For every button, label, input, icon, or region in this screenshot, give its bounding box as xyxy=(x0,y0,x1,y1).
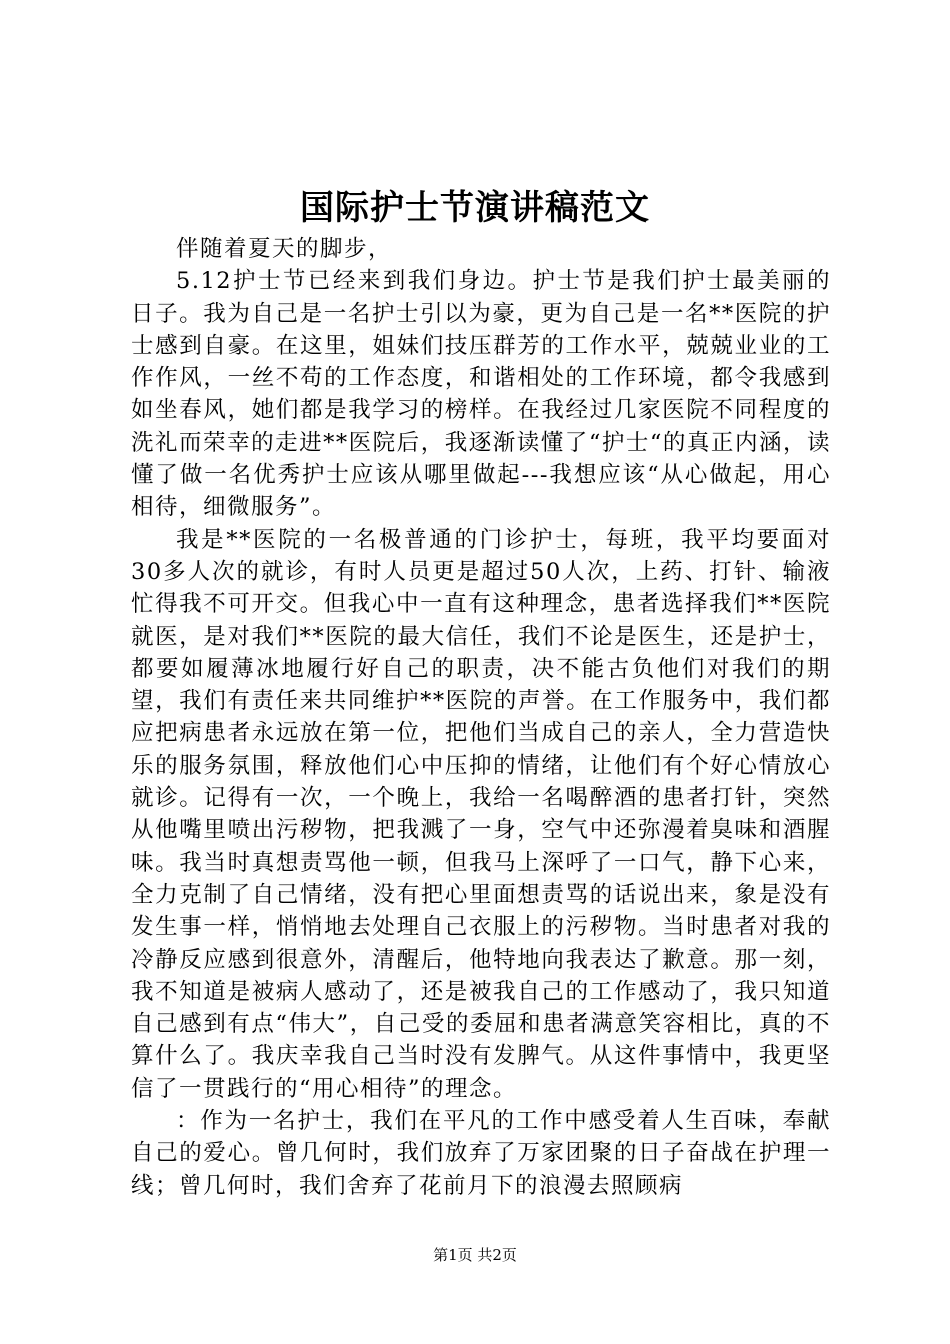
document-body xyxy=(131,233,831,1202)
paragraph-3: 我是**医院的一名极普通的门诊护士，每班，我平均要面对30多人次的就诊，有时人员更是超过50人次，上药、打针、输液忙得我不可开交。但我心中一直有这种理念，患者选择我们**医院就医，是对我们**医院的最大信任，我们不论是医生，还是护士，都要如履薄冰地履行好自己的职责，决不能古负他们对我们的期望，我们有责任来共同维护**医院的声誉。在工作服务中，我们都应把病患者永远放在第一位，把他们当成自己的亲人，全力营造快乐的服务氛围，释放他们心中压抑的情绪，让他们有个好心情放心就诊。记得有一次，一个晚上，我给一名喝醉酒的患者打针，突然从他嘴里喷出污秽物，把我溅了一身，空气中还弥漫着臭味和酒腥味。我当时真想责骂他一顿，但我马上深呼了一口气，静下心来，全力克制了自己情绪，没有把心里面想责骂的话说出来，象是没有发生事一样，悄悄地去处理自己衣服上的污秽物。当时患者对我的冷静反应感到很意外，清醒后，他特地向我表达了歉意。那一刻，我不知道是被病人感动了，还是被我自己的工作感动了，我只知道自己感到有点“伟大”，自己受的委屈和患者满意笑容相比，真的不算什么了。我庆幸我自己当时没有发脾气。从这件事情中，我更坚信了一贯践行的“用心相待”的理念。 xyxy=(131,526,831,1102)
paragraph-4: ：作为一名护士，我们在平凡的工作中感受着人生百味，奉献自己的爱心。曾几何时，我们放弃了万家团聚的日子奋战在护理一线；曾几何时，我们舍弃了花前月下的浪漫去照顾病 xyxy=(131,1108,831,1199)
paragraph-2: 5.12护士节已经来到我们身边。护士节是我们护士最美丽的日子。我为自己是一名护士引以为豪，更为自己是一名**医院的护士感到自豪。在这里，姐妹们技压群芳的工作水平，兢兢业业的工作作风，一丝不苟的工作态度，和谐相处的工作环境，都令我感到如坐春风，她们都是我学习的榜样。在我经过几家医院不同程度的洗礼而荣幸的走进**医院后，我逐渐读懂了“护士“的真正内涵，读懂了做一名优秀护士应该从哪里做起---我想应该“从心做起，用心相待，细微服务”。 xyxy=(131,268,831,521)
document-title: 国际护士节演讲稿范文 xyxy=(300,188,650,228)
paragraph-1: 伴随着夏天的脚步， xyxy=(176,236,393,262)
page-footer: 第1页 共2页 xyxy=(433,1246,517,1264)
